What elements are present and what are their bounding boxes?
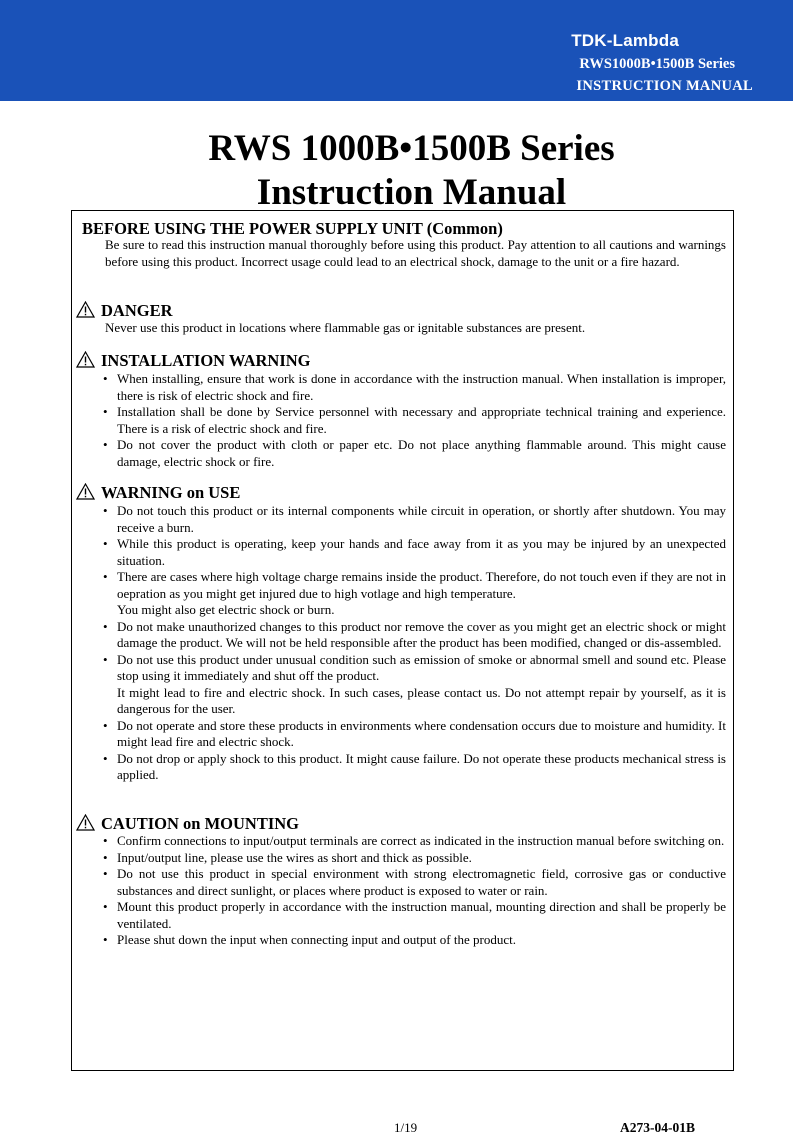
list-item: • Input/output line, please use the wires as short and thick as possible. [100, 850, 726, 867]
header-series: RWS1000B•1500B Series [579, 56, 735, 72]
header-manual-label: INSTRUCTION MANUAL [576, 78, 753, 94]
mounting-label: CAUTION on MOUNTING [101, 814, 300, 833]
list-item: • There are cases where high voltage charge remains inside the product. Therefore, do not touch even if they are not in oepration as you might get injured due to high votlage and high temperature. [100, 569, 726, 602]
list-item: • Do not use this product in special environment with strong electromagnetic field, corrosive gas or conductive substances and direct sunlight, or places where product is exposed to water or rain. [100, 866, 726, 899]
list-item: You might also get electric shock or burn. [117, 602, 335, 617]
list-item: • While this product is operating, keep your hands and face away from it as you may be injured by an unexpected situation. [100, 536, 726, 569]
section-heading-danger [76, 301, 173, 321]
page-number: 1/19 [394, 1120, 418, 1135]
document-code: A273-04-01B [620, 1120, 695, 1135]
list-item: • Please shut down the input when connecting input and output of the product. [100, 932, 726, 949]
list-item: • Do not cover the product with cloth or paper etc. Do not place anything flammable around. This might cause damage, electric shock or fire. [100, 437, 726, 470]
warning-triangle-icon [76, 483, 95, 500]
list-item: • Do not drop or apply shock to this product. It might cause failure. Do not operate these products mechanical stress is applied. [100, 751, 726, 784]
list-item: • Confirm connections to input/output terminals are correct as indicated in the instruction manual before switching on. [100, 833, 726, 850]
list-item: • Do not operate and store these products in environments where condensation occurs due to moisture and humidity. It might lead fire and electric shock. [100, 718, 726, 751]
section-heading-installation [76, 351, 311, 371]
list-item: • Do not make unauthorized changes to this product nor remove the cover as you might get an electric shock or might damage the product. We will not be held responsible after the product has been modified, changed or dis-assembled. [100, 619, 726, 652]
page-title-line2: Instruction Manual [256, 172, 567, 213]
warning-triangle-icon [76, 814, 95, 831]
section-heading-before: BEFORE USING THE POWER SUPPLY UNIT (Common) [82, 219, 503, 238]
list-item: • Mount this product properly in accordance with the instruction manual, mounting direction and shall be properly be ventilated. [100, 899, 726, 932]
use-list [100, 503, 726, 784]
page-title-line1: RWS 1000B•1500B Series [208, 128, 615, 169]
section-heading-mounting [76, 814, 299, 834]
use-label: WARNING on USE [101, 483, 241, 502]
before-paragraph: Be sure to read this instruction manual thoroughly before using this product. Pay attention to all cautions and warnings before using this product. Incorrect usage could lead to an electrical shock, damage to the unit or a fire hazard. [105, 237, 726, 269]
list-item: • When installing, ensure that work is done in accordance with the instruction manual. When installation is improper, there is risk of electric shock and fire. [100, 371, 726, 404]
installation-list [100, 371, 726, 470]
list-item: • Installation shall be done by Service personnel with necessary and appropriate technical training and experience. There is a risk of electric shock and fire. [100, 404, 726, 437]
warning-triangle-icon [76, 301, 95, 318]
section-heading-use [76, 483, 240, 503]
list-item: • Do not touch this product or its internal components while circuit in operation, or shortly after shutdown. You may receive a burn. [100, 503, 726, 536]
list-item: It might lead to fire and electric shock. In such cases, please contact us. Do not attempt repair by yourself, as it is dangerous for the user. [117, 684, 726, 716]
installation-label: INSTALLATION WARNING [101, 351, 311, 370]
warning-triangle-icon [76, 351, 95, 368]
header-band [0, 0, 793, 101]
danger-label: DANGER [101, 301, 173, 320]
danger-paragraph: Never use this product in locations where flammable gas or ignitable substances are present. [105, 320, 586, 335]
mounting-list [100, 833, 726, 949]
brand-name: TDK-Lambda [571, 31, 679, 50]
list-item: • Do not use this product under unusual condition such as emission of smoke or abnormal smell and sound etc. Please stop using it immediately and shut off the product. [100, 652, 726, 685]
